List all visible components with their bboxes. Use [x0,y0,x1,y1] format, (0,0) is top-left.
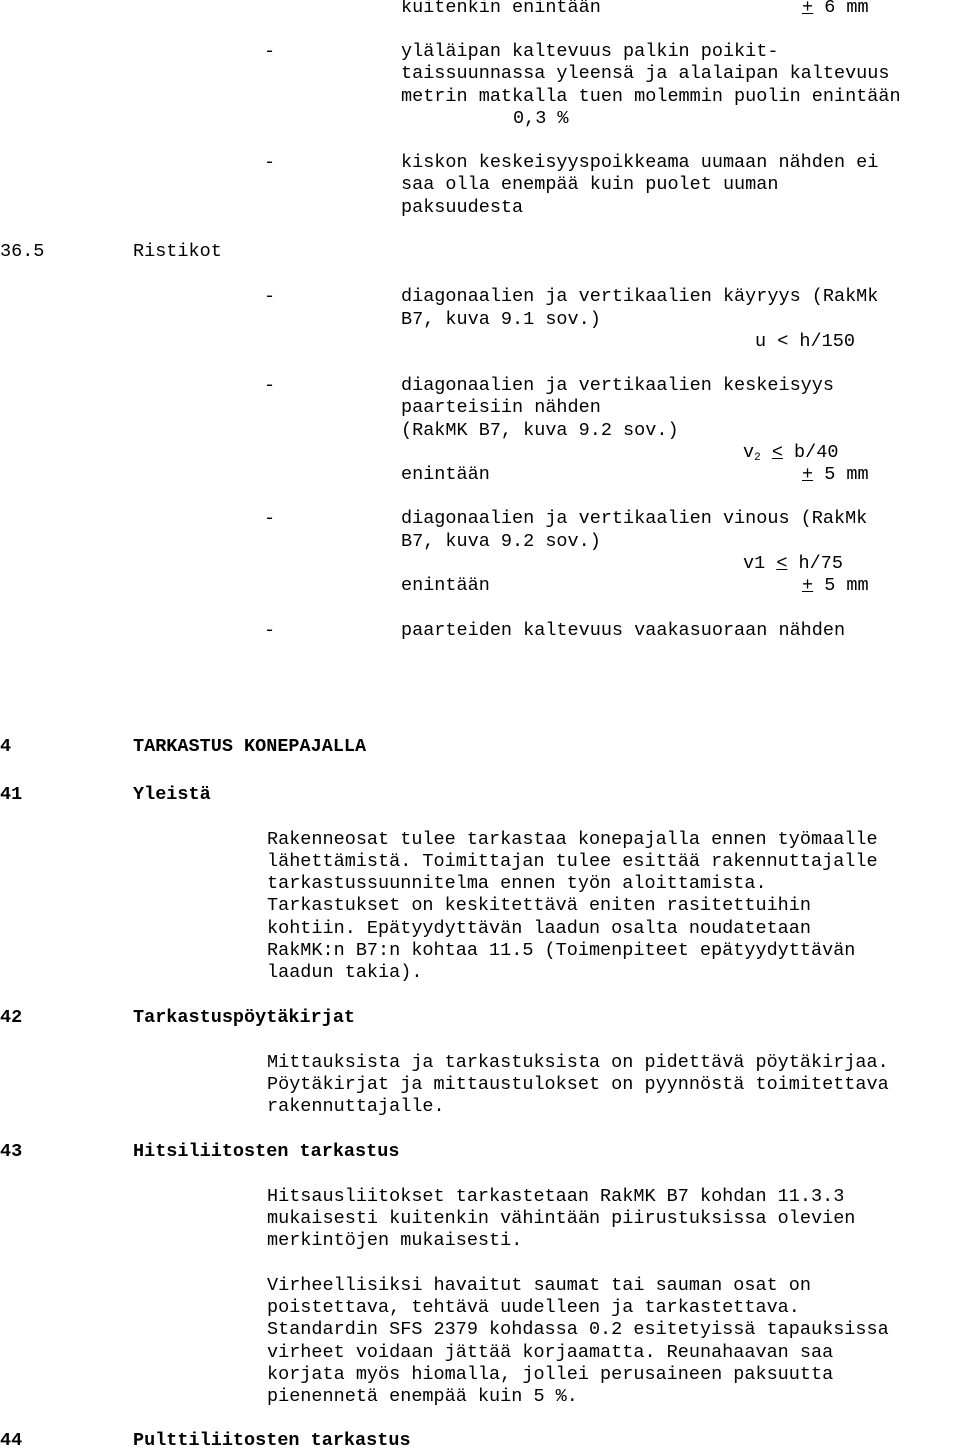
paragraph-line: korjata myös hiomalla, jollei perusaineen paksuutta [267,1364,834,1385]
less-equal-sign: < [771,442,783,463]
formula-variable: v1 [743,553,777,574]
paragraph-line: laadun takia). [267,962,423,983]
list-item-text: diagonaalien ja vertikaalien keskeisyys [401,375,834,396]
paragraph-line: RakMK:n B7:n kohtaa 11.5 (Toimenpiteet epätyydyttävän [267,940,856,961]
list-item-text: taissuunnassa yleensä ja alalaipan kaltevuus [401,63,890,84]
chapter-number: 4 [0,736,12,757]
paragraph-line: kohtiin. Epätyydyttävän laadun osalta noudatetaan [267,918,811,939]
section-number: 44 [0,1430,23,1451]
paragraph-line: poistettava, tehtävä uudelleen ja tarkastettava. [267,1297,800,1318]
max-value-text: 6 mm [813,0,869,18]
formula-variable: v [743,442,755,463]
list-item-text: saa olla enempää kuin puolet uuman [401,174,779,195]
less-equal-sign: < [776,553,788,574]
list-dash: - [264,508,276,529]
plus-minus-sign: + [802,575,814,596]
max-label: enintään [401,464,490,485]
paragraph-line: Hitsausliitokset tarkastetaan RakMK B7 kohdan 11.3.3 [267,1186,845,1207]
section-title: Ristikot [133,241,222,262]
list-item-text: metrin matkalla tuen molemmin puolin enintään [401,86,901,107]
paragraph-line: Tarkastukset on keskitettävä eniten rasitettuihin [267,895,811,916]
list-item-text: B7, kuva 9.2 sov.) [401,531,601,552]
max-label: enintään [401,575,490,596]
section-title: Tarkastuspöytäkirjat [133,1007,356,1028]
chapter-title: TARKASTUS KONEPAJALLA [133,736,367,757]
section-title: Pulttiliitosten tarkastus [133,1430,411,1451]
section-number: 36.5 [0,241,45,262]
section-number: 43 [0,1141,23,1162]
plus-minus-sign: + [802,0,814,18]
paragraph-line: Virheellisiksi havaitut saumat tai sauman osat on [267,1275,811,1296]
formula-rest: h/75 [787,553,843,574]
list-dash: - [264,286,276,307]
paragraph-line: Rakenneosat tulee tarkastaa konepajalla ennen työmaalle [267,829,878,850]
paragraph-line: pienennetä enempää kuin 5 %. [267,1386,578,1407]
paragraph-line: rakennuttajalle. [267,1096,445,1117]
plus-minus-sign: + [802,464,814,485]
formula-subscript: 2 [754,452,761,464]
paragraph-line: mukaisesti kuitenkin vähintään piirustuksissa olevien [267,1208,856,1229]
tolerance-formula: u < h/150 [755,331,855,352]
list-item-value: 0,3 % [513,108,569,129]
section-number: 42 [0,1007,23,1028]
paragraph-line: Mittauksista ja tarkastuksista on pidettävä pöytäkirjaa. [267,1052,889,1073]
paragraph-line: merkintöjen mukaisesti. [267,1230,523,1251]
list-item-text: diagonaalien ja vertikaalien vinous (RakMk [401,508,868,529]
paragraph-line: Pöytäkirjat ja mittaustulokset on pyynnöstä toimitettava [267,1074,889,1095]
list-item-text: paksuudesta [401,197,524,218]
list-item-text: paarteiden kaltevuus vaakasuoraan nähden [401,620,846,641]
list-dash: - [264,375,276,396]
tolerance-formula [743,553,843,575]
section-number: 41 [0,784,23,805]
max-value [802,575,869,597]
paragraph-line: tarkastussuunnitelma ennen työn aloittamista. [267,873,767,894]
list-dash: - [264,41,276,62]
max-value-text: 5 mm [813,464,869,485]
list-dash: - [264,620,276,641]
list-item-text: paarteisiin nähden [401,397,601,418]
list-item-text: B7, kuva 9.1 sov.) [401,309,601,330]
paragraph-line: lähettämistä. Toimittajan tulee esittää rakennuttajalle [267,851,878,872]
section-title: Yleistä [133,784,211,805]
max-label-top: kuitenkin enintään [401,0,601,18]
max-value [802,464,869,486]
paragraph-line: Standardin SFS 2379 kohdassa 0.2 esitetyissä tapauksissa [267,1319,889,1340]
formula-rest: b/40 [782,442,839,463]
paragraph-line: virheet voidaan jättää korjaamatta. Reunahaavan saa [267,1342,834,1363]
list-item-text: kiskon keskeisyyspoikkeama uumaan nähden ei [401,152,879,173]
list-dash: - [264,152,276,173]
max-value-text: 5 mm [813,575,869,596]
list-item-text: yläläipan kaltevuus palkin poikit- [401,41,779,62]
max-value-top [802,0,869,19]
section-title: Hitsiliitosten tarkastus [133,1141,400,1162]
list-item-text: diagonaalien ja vertikaalien käyryys (RakMk [401,286,879,307]
list-item-text: (RakMK B7, kuva 9.2 sov.) [401,420,679,441]
